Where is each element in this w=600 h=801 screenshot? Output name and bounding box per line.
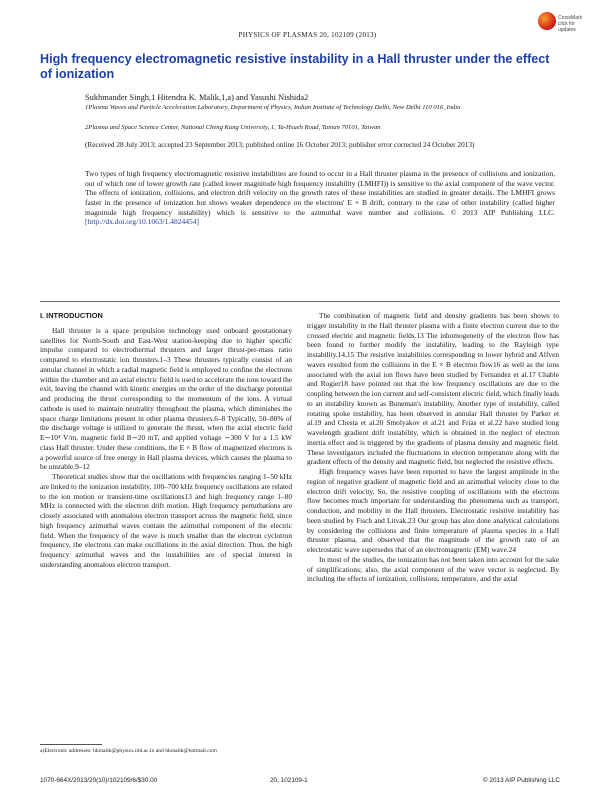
abstract <box>85 169 555 227</box>
footnote-rule <box>40 744 102 745</box>
footnote: a)Electronic addresses: hkmalik@physics.iitd.ac.in and hkmalik@hotmail.com <box>40 748 217 754</box>
logo-text-2: click for updates <box>558 21 576 33</box>
paragraph: High frequency waves have been reported to have the largest amplitude in the region of negative gradient of magnetic field and an azimuthal velocity close to the electron drift velocity. So, the resistive coupling of oscillations with the electrons flow becomes much important for understanding the phenomena such as transport, conduction, and mobility in the Hall thrusters. Electrostatic resistive instability has been studied by Fisch and Litvak.23 Our group has also done analytical calculations by considering the collisions and finite temperature of plasma species in a Hall thruster plasma, and observed that the magnitude of the growth rate of an electrostatic wave supersedes that of an electromagnetic (EM) wave.24 <box>307 467 559 554</box>
paragraph: In most of the studies, the ionization has not been taken into account for the sake of simplifications; also, the axial component of the wave vector is neglected. By including the effects of ionization, collisions, temperature, and the axial <box>307 554 559 584</box>
footer-issn: 1070-664X/2013/20(10)/102109/6/$30.00 <box>40 777 158 784</box>
affiliation-2: 2Plasma and Space Science Center, National Cheng Kung University, 1, Ta-Hsueh Road, Tainan 70101, Taiwan <box>85 124 381 131</box>
paragraph: Theoretical studies show that the oscillations with frequencies ranging 1–50 kHz are linked to the ionization instability, 100–700 kHz frequency oscillations are related to the ion motion or transient-time oscillations13 and high frequency range 1–80 MHz is connected with the electron drift motion. High frequency perturbations are closely associated with anomalous electron transport across the magnetic field, since high frequency azimuthal waves contain the azimuthal component of the electric field. When the frequency of the wave is much smaller than the electron cyclotron frequency, the electrons can make oscillations in the axial direction. Thus, the high frequency azimuthal waves and the instabilities are of special interest in understanding anomalous electron transport. <box>40 472 292 569</box>
paragraph: Hall thruster is a space propulsion technology used onboard geostationary satellites for North-South and East-West station-keeping due to higher specific impulse compared to electrothermal thrusters and larger thrust-per-mass ratio compared to electrostatic ion thrusters.1–3 These thrusters typically consist of an annular channel in which a radial magnetic field is employed to confine the electrons within the chamber and an axial electric field is used to accelerate the ions toward the exit, leaving the channel with kinetic energies on the order of the discharge potential and producing the thrust corresponding to the momentum of the ions. A virtual cathode is used to maintain neutrality throughout the plasma, which diminishes the space charge limitations present in other plasma thrusters.6–8 Typically, 50–80% of the discharge voltage is utilized to generate the thrust, when the axial electric field E∼10⁴ V/m, magnetic field B∼20 mT, and applied voltage ∼300 V for a 1.5 kW class Hall thruster. Under these conditions, the E × B flow of magnetized electrons is a powerful source of free energy in Hall plasma devices, which causes the plasma to be unstable.9–12 <box>40 325 292 472</box>
footer-copyright: © 2013 AIP Publishing LLC <box>482 777 560 784</box>
section-divider <box>40 301 560 302</box>
left-column <box>40 311 292 570</box>
crossmark-icon <box>538 12 556 30</box>
abstract-text: Two types of high frequency electromagnetic resistive instabilities are found to occur in a Hall thruster plasma in the presence of collisions and ionization, out of which one of lower growth rate (called lower magnitude high frequency instability (LMHFI)) is sensitive to the axial component of the wave vector. The effects of ionization, collisions, and electron drift velocity on the growth rates of these instabilities are studied in greater details. The LMHFI grows faster in the presence of ionization but shows weaker dependence on the electrons' E × B drift, contrary to the case of other instability (called higher magnitude high frequency instability) which is sensitive to the azimuthal wave number and collisions. © 2013 AIP Publishing LLC. <box>85 169 555 217</box>
received-dates: (Received 28 July 2013; accepted 23 September 2013; published online 16 October 2013; publisher error corrected 24 October 2013) <box>85 140 475 149</box>
author-list: Sukhmander Singh,1 Hitendra K. Malik,1,a) and Yasushi Nishida2 <box>85 93 309 102</box>
footer-page-number: 20, 102109-1 <box>270 777 308 784</box>
affiliation-1: 1Plasma Waves and Particle Acceleration Laboratory, Department of Physics, Indian Institute of Technology Delhi, New Delhi 110 016, India <box>85 104 461 111</box>
paragraph: The combination of magnetic field and density gradients has been shown to trigger instability in the Hall thruster plasma with a finite electron current due to the crossed electric and magnetic fields.13 The inhomogeneity of the electron flow has been found to further modify the instability, leading to the Rayleigh type instability.14,15 The resistive instabilities corresponding to lower hybrid and Alfven waves resulted from the collisions in the E × B electron flow16 as well as the ions associated with the axial ion flows have been studied by Fernandez et al.17 Chable and Rogier18 have pointed out that the low frequency oscillations are due to the coupling between the ion current and self-consistent electric field, which finally leads to an instability known as Buneman's instability. Another type of instability, called rotating spoke instability, has been observed in annular Hall thruster by Parker et al.19 and Chesta et al.20 Smolyakov et al.21 and Frias et al.22 have studied long wavelength gradient drift instability, which is obtained in the neglect of electron inertia effect and is triggered by the gradients of plasma density and magnetic field. These investigators included the fluctuations in electron temperature along with the gradient effects of the density and magnetic field, but neglected the resistive effects. <box>307 311 559 467</box>
journal-header: PHYSICS OF PLASMAS 20, 102109 (2013) <box>238 31 377 39</box>
right-column <box>307 311 559 584</box>
paper-title: High frequency electromagnetic resistive instability in a Hall thruster under the effect of ionization <box>40 52 550 81</box>
crossmark-logo[interactable] <box>538 12 583 38</box>
logo-text-1: CrossMark <box>558 15 583 21</box>
doi-link[interactable]: [http://dx.doi.org/10.1063/1.4824454] <box>85 217 200 227</box>
section-heading: I. INTRODUCTION <box>40 311 103 320</box>
